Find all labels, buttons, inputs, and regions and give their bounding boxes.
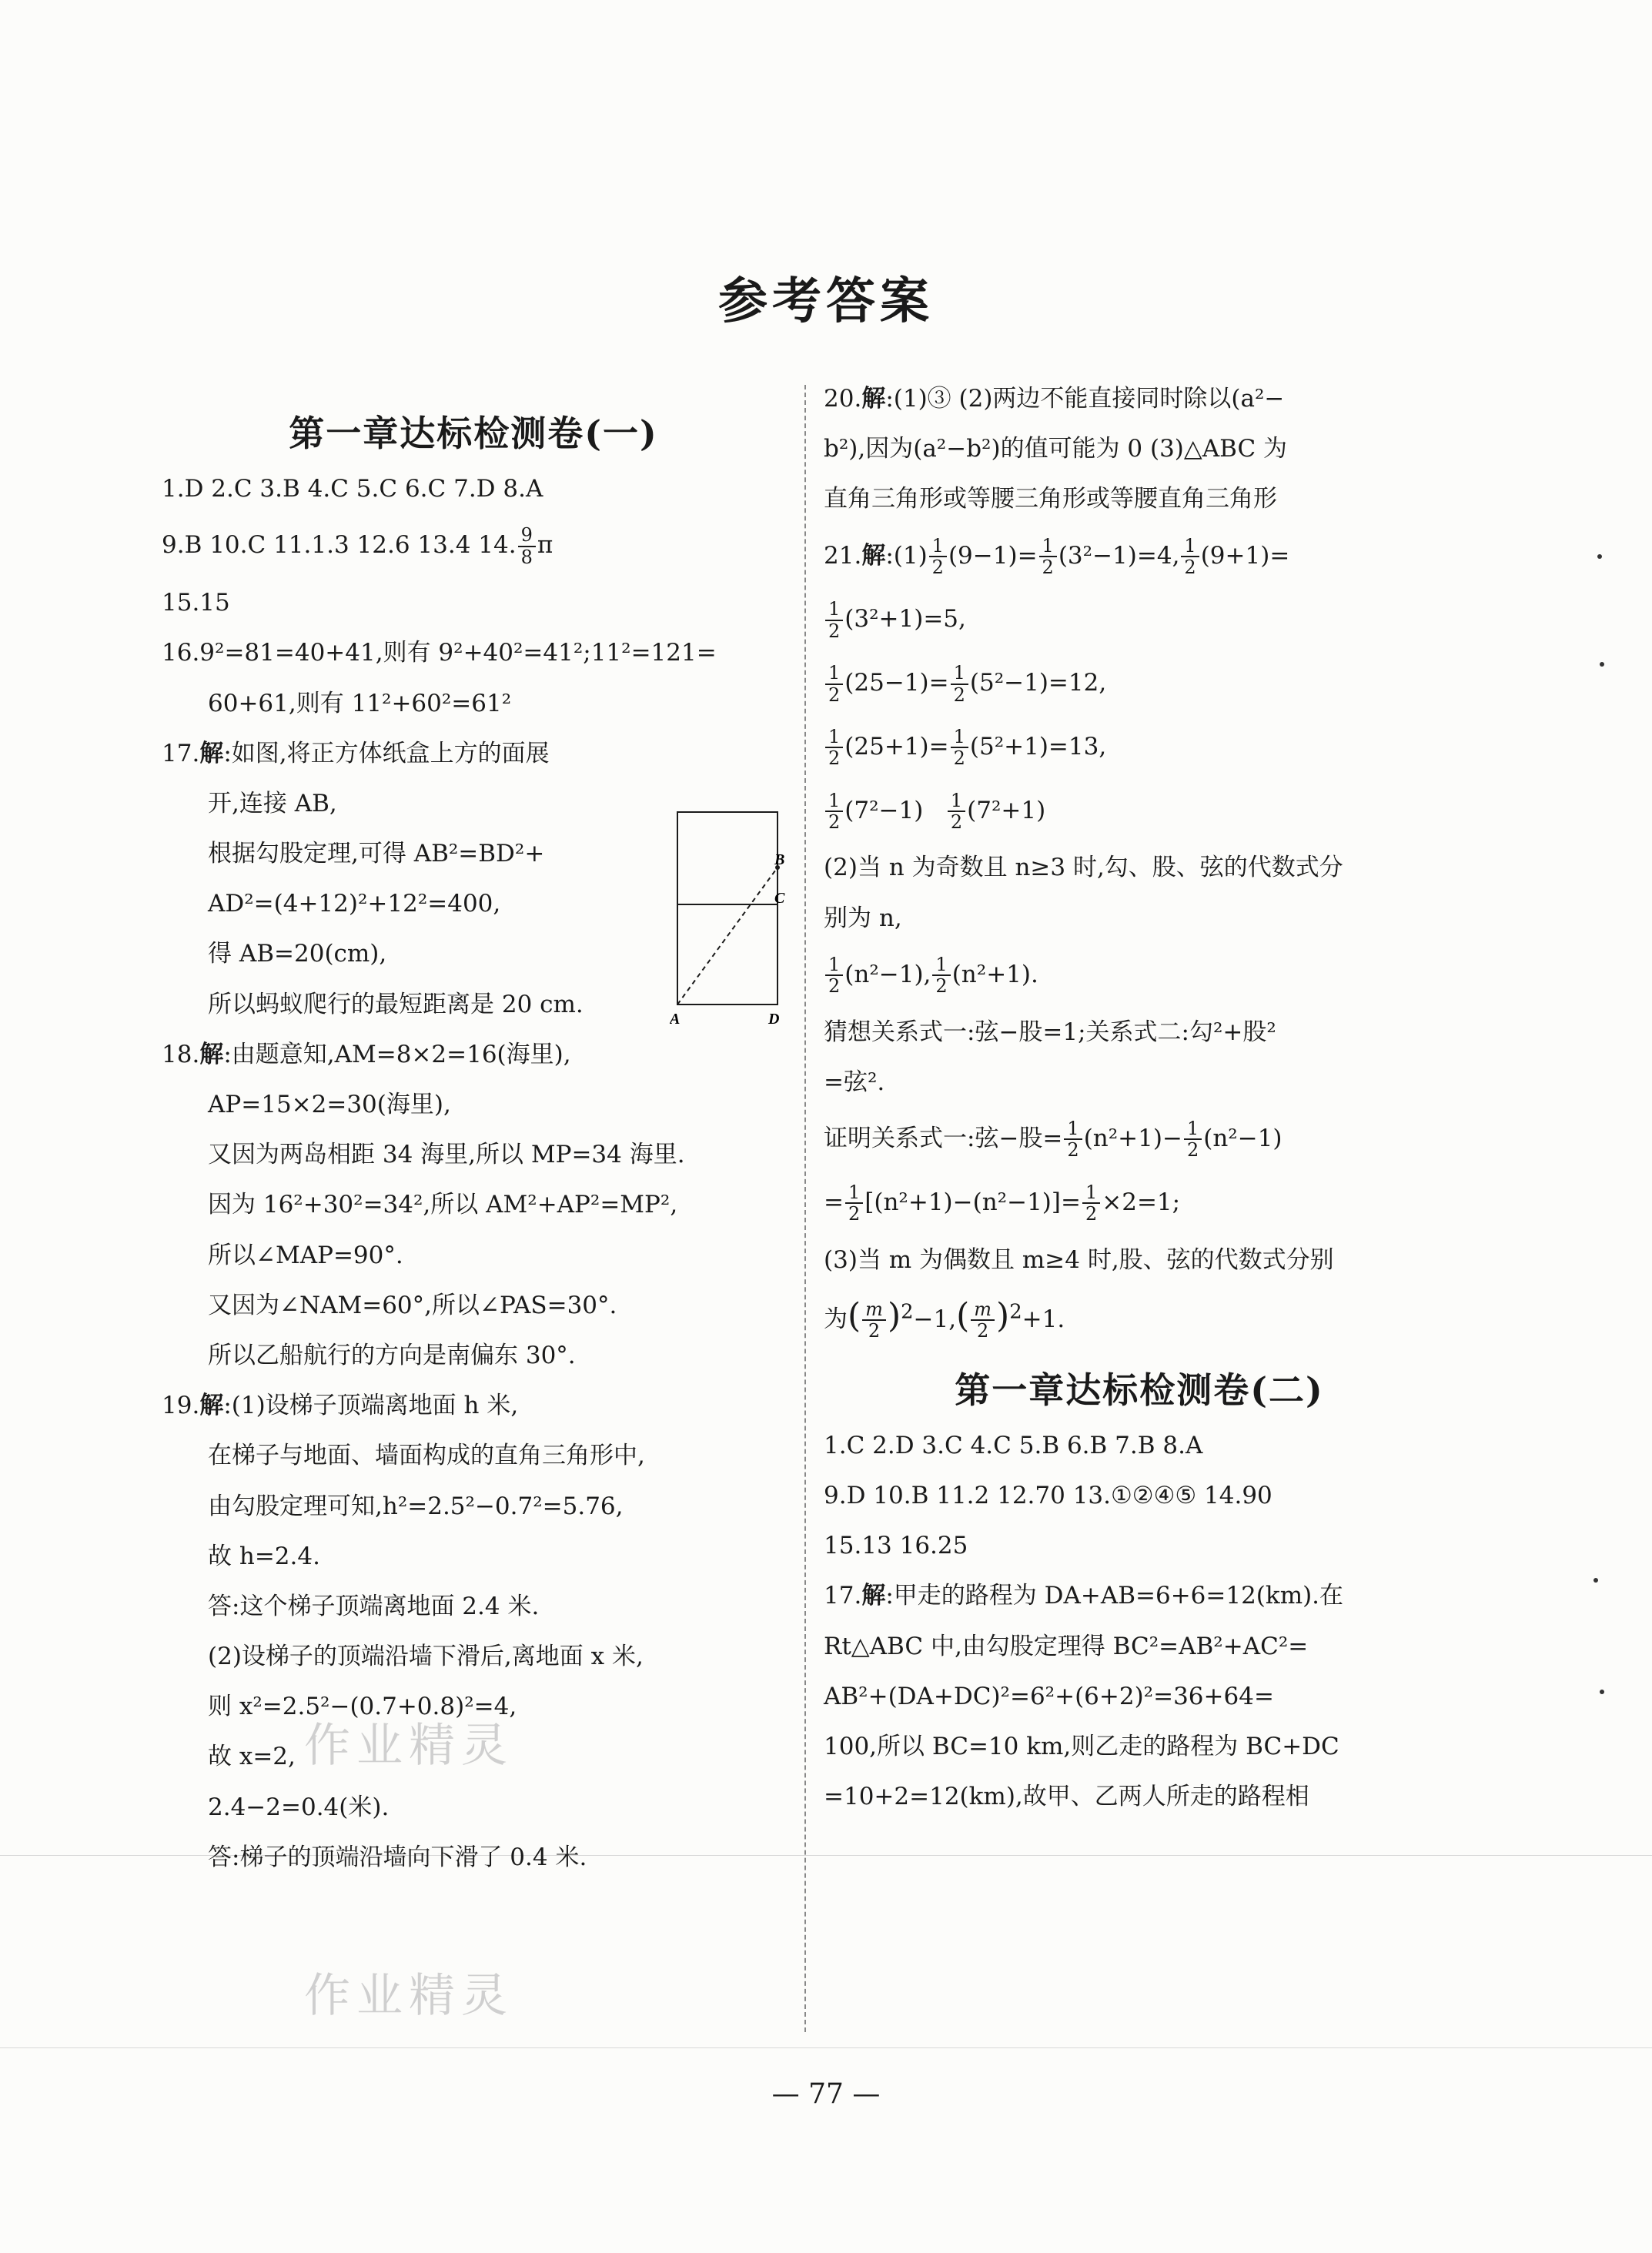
solution-label: 解: [199, 739, 224, 767]
numerator: 1: [1082, 1182, 1100, 1204]
page-number: — 77 —: [771, 2078, 881, 2110]
numerator: m: [862, 1299, 886, 1321]
answer-line: [824, 954, 1455, 997]
answer-line: 直角三角形或等腰三角形或等腰直角三角形: [824, 485, 1277, 513]
question-number: 21.: [824, 541, 862, 570]
answer-line: 因为 16²+30²=34²,所以 AM²+AP²=MP²,: [208, 1191, 678, 1219]
solution-label: 解: [861, 1582, 886, 1610]
answer-line: [824, 727, 1455, 769]
answer-row: 15.13 16.25: [824, 1532, 968, 1560]
section-title: 第一章达标检测卷(二): [955, 1369, 1324, 1411]
answer-text: 证明关系式一:弦−股=: [824, 1124, 1063, 1152]
answer-line: [824, 1582, 1455, 1610]
denominator: 2: [868, 1320, 881, 1342]
answer-line: [824, 1182, 1455, 1225]
answer-text: (7²+1): [967, 796, 1046, 824]
answer-text: =: [824, 1188, 844, 1216]
answer-line: 100,所以 BC=10 km,则乙走的路程为 BC+DC: [824, 1732, 1339, 1760]
answer-text: (5²+1)=13,: [969, 732, 1107, 760]
numerator: 1: [825, 791, 843, 812]
answer-line: [824, 385, 1455, 413]
scan-dot: [1600, 1690, 1604, 1694]
answer-line: 所以∠MAP=90°.: [208, 1241, 403, 1269]
answer-line: [162, 1041, 785, 1069]
numerator: 1: [1181, 536, 1199, 557]
answer-line: 则 x²=2.5²−(0.7+0.8)²=4,: [208, 1693, 517, 1721]
fraction-m: [862, 1299, 886, 1342]
fraction-m: [971, 1299, 995, 1342]
answer-text: :如图,将正方体纸盒上方的面展: [223, 739, 550, 767]
answer-row: 1.C 2.D 3.C 4.C 5.B 6.B 7.B 8.A: [824, 1431, 1203, 1459]
figure-path-ab: [677, 867, 778, 1004]
denominator: 2: [953, 747, 965, 770]
answer-line: 为( $\frac{m}{2}$ )$^2$−1,( $\frac{m}{2}$ )$^2$+1.: [824, 1295, 1065, 1342]
fraction-half: [825, 599, 843, 641]
answer-line: (2)设梯子的顶端沿墙下滑后,离地面 x 米,: [208, 1643, 644, 1671]
denominator: 2: [1067, 1139, 1079, 1162]
answer-line: 根据勾股定理,可得 AB²=BD²+: [208, 840, 545, 868]
fraction-half: [1082, 1182, 1100, 1225]
answer-text: (9−1)=: [948, 541, 1038, 570]
denominator: 2: [953, 684, 965, 706]
answer-line: 开,连接 AB,: [208, 789, 337, 817]
scan-line: [0, 2047, 1652, 2048]
denominator: 2: [1184, 556, 1196, 578]
question-number: 20.: [824, 385, 862, 413]
answer-line: (2)当 n 为奇数且 n≥3 时,勾、股、弦的代数式分: [824, 854, 1343, 882]
denominator: 2: [848, 1203, 861, 1225]
left-column: [162, 385, 785, 1894]
answer-text: (n²−1),: [844, 960, 931, 988]
answer-text: (n²+1).: [951, 960, 1038, 988]
label-a: A: [670, 1011, 681, 1028]
numerator: 1: [1064, 1118, 1082, 1140]
answer-line: AD²=(4+12)²+12²=400,: [208, 890, 501, 918]
answer-text: π: [537, 531, 553, 560]
answer-line: [824, 791, 1455, 833]
fraction-half: [825, 727, 843, 769]
denominator: 2: [1042, 556, 1054, 578]
solution-label: 解: [199, 1040, 224, 1068]
answer-line: 又因为两岛相距 34 海里,所以 MP=34 海里.: [208, 1141, 685, 1169]
answer-line: b²),因为(a²−b²)的值可能为 0 (3)△ABC 为: [824, 435, 1288, 463]
answer-text: ×2=1;: [1102, 1188, 1181, 1216]
denominator: 2: [828, 975, 841, 998]
paren-close: ): [996, 1295, 1010, 1335]
paren-open: (: [956, 1295, 970, 1335]
numerator: 1: [825, 663, 843, 684]
denominator: 2: [1085, 1203, 1098, 1225]
denominator: 2: [828, 811, 841, 834]
answer-row: 9.D 10.B 11.2 12.70 13.①②④⑤ 14.90: [824, 1482, 1272, 1510]
answer-line: AB²+(DA+DC)²=6²+(6+2)²=36+64=: [824, 1682, 1274, 1710]
numerator: 1: [951, 663, 968, 684]
answer-line: [824, 599, 1455, 641]
question-number: 17.: [162, 739, 200, 767]
answer-text: (n²−1): [1203, 1124, 1282, 1152]
answer-text: (n²+1)−: [1083, 1124, 1182, 1152]
answer-line: 在梯子与地面、墙面构成的直角三角形中,: [208, 1442, 645, 1470]
fraction: [518, 525, 536, 567]
denominator: 8: [520, 546, 533, 568]
answer-text: (3²+1)=5,: [844, 605, 966, 633]
solution-label: 解: [861, 541, 886, 570]
right-column: [824, 385, 1455, 1833]
answer-line: =弦².: [824, 1068, 885, 1096]
answer-line: 又因为∠NAM=60°,所以∠PAS=30°.: [208, 1291, 617, 1319]
fraction-half: [825, 791, 843, 833]
answer-text: +1.: [1022, 1305, 1065, 1333]
scan-dot: [1593, 1578, 1598, 1583]
answer-text: (7²−1): [844, 796, 924, 824]
answer-line: 答:这个梯子顶端离地面 2.4 米.: [208, 1592, 540, 1620]
answer-line: 别为 n,: [824, 904, 902, 932]
answer-text: (5²−1)=12,: [969, 669, 1107, 697]
denominator: 2: [828, 747, 841, 770]
answer-text: (3²−1)=4,: [1058, 541, 1180, 570]
section-title: 第一章达标检测卷(一): [289, 413, 658, 454]
answer-line: [162, 1392, 785, 1420]
answer-row: [162, 525, 785, 567]
label-d: D: [768, 1011, 780, 1028]
denominator: 2: [935, 975, 948, 998]
answer-line: 得 AB=20(cm),: [208, 940, 387, 968]
answer-text: :甲走的路程为 DA+AB=6+6=12(km).在: [885, 1582, 1344, 1610]
numerator: 1: [825, 954, 843, 976]
numerator: 1: [932, 954, 950, 976]
numerator: 1: [825, 727, 843, 748]
solution-label: 解: [861, 385, 886, 413]
answer-text: :(1): [885, 541, 928, 570]
denominator: 2: [828, 620, 841, 642]
denominator: 2: [1186, 1139, 1199, 1162]
answer-text: −1,: [913, 1305, 957, 1333]
answer-line: 猜想关系式一:弦−股=1;关系式二:勾²+股²: [824, 1018, 1276, 1046]
fraction-half: [1064, 1118, 1082, 1161]
answer-line: 故 x=2,: [208, 1743, 296, 1771]
answer-line: 所以蚂蚁爬行的最短距离是 20 cm.: [208, 990, 584, 1018]
numerator: 1: [825, 599, 843, 620]
fraction-half: [929, 536, 947, 578]
numerator: 1: [951, 727, 968, 748]
answer-line: AP=15×2=30(海里),: [208, 1091, 451, 1119]
label-b: B: [774, 851, 785, 868]
numerator: m: [971, 1299, 995, 1321]
figure-rect: [677, 812, 778, 1004]
answer-text: (25−1)=: [844, 669, 949, 697]
answer-text: (25+1)=: [844, 732, 949, 760]
paren-close: ): [887, 1295, 901, 1335]
question-number: 18.: [162, 1040, 200, 1068]
fraction-half: [845, 1182, 863, 1225]
answer-line: 由勾股定理可知,h²=2.5²−0.7²=5.76,: [208, 1492, 624, 1520]
answer-line: 所以乙船航行的方向是南偏东 30°.: [208, 1341, 576, 1369]
watermark: 作业精灵: [304, 1719, 513, 1773]
numerator: 1: [1039, 536, 1057, 557]
paren-open: (: [848, 1295, 861, 1335]
fraction-half: [825, 954, 843, 997]
answer-line: 2.4−2=0.4(米).: [208, 1793, 390, 1821]
fraction-half: [1184, 1118, 1202, 1161]
fraction-half: [1181, 536, 1199, 578]
fraction-half: [951, 663, 968, 705]
answer-line: 16.9²=81=40+41,则有 9²+40²=41²;11²=121=: [162, 639, 717, 667]
numerator: 1: [1184, 1118, 1202, 1140]
scan-dot: [1600, 662, 1604, 667]
page-title: 参考答案: [718, 272, 934, 330]
fraction-half: [948, 791, 965, 833]
fraction-half: [825, 663, 843, 705]
answer-text: :(1)③ (2)两边不能直接同时除以(a²−: [885, 385, 1285, 413]
solution-label: 解: [199, 1392, 224, 1420]
answer-line: [824, 663, 1455, 705]
answer-line: 答:梯子的顶端沿墙向下滑了 0.4 米.: [208, 1843, 587, 1871]
denominator: 2: [950, 811, 963, 834]
answer-text: :(1)设梯子顶端离地面 h 米,: [223, 1392, 519, 1420]
watermark: 作业精灵: [304, 1969, 513, 2023]
answer-line: =10+2=12(km),故甲、乙两人所走的路程相: [824, 1783, 1309, 1811]
answer-text: :由题意知,AM=8×2=16(海里),: [223, 1040, 571, 1068]
fraction-half: [951, 727, 968, 769]
answer-row: 1.D 2.C 3.B 4.C 5.C 6.C 7.D 8.A: [162, 475, 543, 503]
column-divider: [804, 385, 806, 2032]
answer-line: 60+61,则有 11²+60²=61²: [208, 689, 512, 717]
answer-line: [824, 1118, 1455, 1161]
numerator: 1: [845, 1182, 863, 1204]
denominator: 2: [828, 684, 841, 706]
answer-line: Rt△ABC 中,由勾股定理得 BC²=AB²+AC²=: [824, 1632, 1309, 1660]
answer-line: [162, 740, 785, 768]
fraction-half: [932, 954, 950, 997]
denominator: 2: [977, 1320, 989, 1342]
question-number: 19.: [162, 1392, 200, 1420]
answer-line: (3)当 m 为偶数且 m≥4 时,股、弦的代数式分别: [824, 1245, 1334, 1274]
answer-text: (9+1)=: [1200, 541, 1290, 570]
answer-text: [(n²+1)−(n²−1)]=: [864, 1188, 1081, 1216]
denominator: 2: [931, 556, 944, 578]
answer-text: 为: [824, 1305, 848, 1333]
answer-line: [824, 536, 1455, 578]
numerator: 1: [948, 791, 965, 812]
numerator: 9: [518, 525, 536, 547]
fraction-half: [1039, 536, 1057, 578]
cube-net-figure: [670, 804, 785, 1028]
question-number: 17.: [824, 1582, 862, 1610]
label-c: C: [774, 890, 785, 907]
answer-text: 9.B 10.C 11.1.3 12.6 13.4 14.: [162, 531, 517, 560]
scan-dot: [1597, 554, 1602, 559]
answer-row: 15.15: [162, 589, 230, 617]
answer-line: 故 h=2.4.: [208, 1542, 320, 1570]
numerator: 1: [929, 536, 947, 557]
